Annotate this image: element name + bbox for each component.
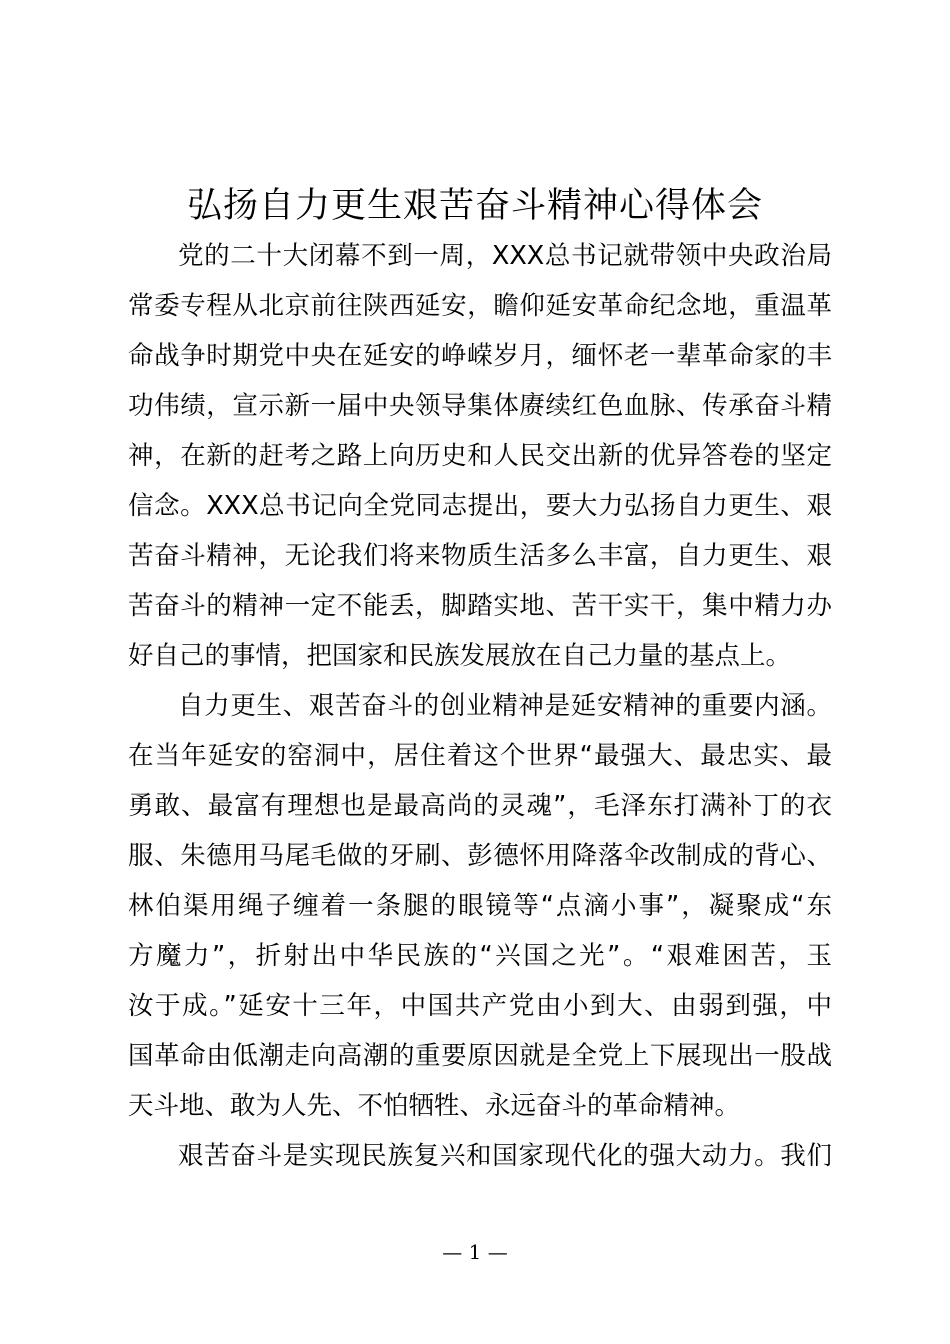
text-line: 在当年延安的窑洞中，居住着这个世界“最强大、最忠实、最 (128, 741, 832, 771)
text-line: 常委专程从北京前往陕西延安，瞻仰延安革命纪念地，重温革 (128, 291, 832, 321)
text-line: 命战争时期党中央在延安的峥嵘岁月，缅怀老一辈革命家的丰 (128, 341, 832, 371)
text-line: 功伟绩，宣示新一届中央领导集体赓续红色血脉、传承奋斗精 (128, 391, 832, 421)
text-line: 艰苦奋斗是实现民族复兴和国家现代化的强大动力。我们 (178, 1141, 832, 1171)
text-line: 国革命由低潮走向高潮的重要原因就是全党上下展现出一股战 (128, 1041, 832, 1071)
text-line: 党的二十大闭幕不到一周，XXX总书记就带领中央政治局 (178, 241, 832, 271)
text-line: 自力更生、艰苦奋斗的创业精神是延安精神的重要内涵。 (178, 691, 832, 721)
text-line: 好自己的事情，把国家和民族发展放在自己力量的基点上。 (128, 641, 792, 671)
text-line: 勇敢、最富有理想也是最高尚的灵魂”，毛泽东打满补丁的衣 (128, 791, 832, 821)
document-title: 弘扬自力更生艰苦奋斗精神心得体会 (186, 186, 763, 226)
text-line: 林伯渠用绳子缠着一条腿的眼镜等“点滴小事”，凝聚成“东 (128, 891, 832, 921)
text-line: 苦奋斗的精神一定不能丢，脚踏实地、苦干实干，集中精力办 (128, 591, 832, 621)
text-line: 服、朱德用马尾毛做的牙刷、彭德怀用降落伞改制成的背心、 (128, 841, 832, 871)
page-number: — 1 — (442, 1240, 508, 1264)
text-line: 天斗地、敢为人先、不怕牺牲、永远奋斗的革命精神。 (128, 1091, 741, 1121)
text-line: 方魔力”，折射出中华民族的“兴国之光”。“艰难困苦，玉 (128, 941, 832, 971)
text-line: 信念。XXX总书记向全党同志提出，要大力弘扬自力更生、艰 (128, 491, 832, 521)
text-line: 苦奋斗精神，无论我们将来物质生活多么丰富，自力更生、艰 (128, 541, 832, 571)
text-line: 神，在新的赶考之路上向历史和人民交出新的优异答卷的坚定 (128, 441, 832, 471)
text-line: 汝于成。”延安十三年，中国共产党由小到大、由弱到强，中 (128, 991, 832, 1021)
